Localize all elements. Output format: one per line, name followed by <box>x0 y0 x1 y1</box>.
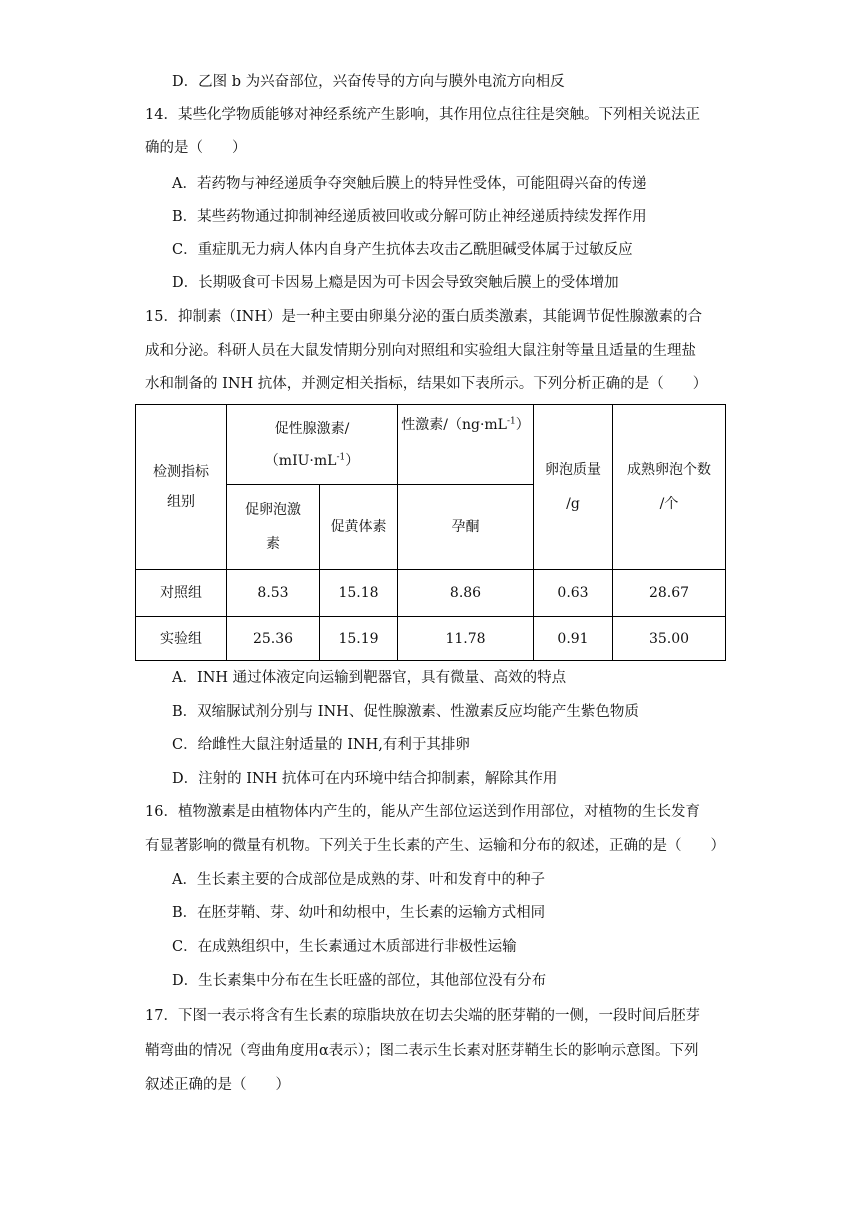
q15-option-a: A．INH 通过体液定向运输到靶器官，具有微量、高效的特点 <box>172 670 567 686</box>
cell-fsh: 8.53 <box>227 570 320 617</box>
table-row <box>136 617 726 661</box>
header-lh: 促黄体素 <box>320 485 398 570</box>
q14-option-b: B．某些药物通过抑制神经递质被回收或分解可防止神经递质持续发挥作用 <box>172 209 647 225</box>
cell-follicle-count: 28.67 <box>613 570 726 617</box>
header-sex-hormone: 性激素$/(ng\cdot mL^{-1})$ <box>398 405 534 485</box>
cell-progesterone: 11.78 <box>398 617 534 661</box>
header-mature-follicle-count: 成熟卵泡个数 /个 <box>613 405 726 570</box>
q15-option-c: C．给雌性大鼠注射适量的 INH,有利于其排卵 <box>172 737 470 753</box>
cell-lh: 15.18 <box>320 570 398 617</box>
q14-option-c: C．重症肌无力病人体内自身产生抗体去攻击乙酰胆碱受体属于过敏反应 <box>172 242 633 258</box>
q14-option-a: A．若药物与神经递质争夺突触后膜上的特异性受体，可能阻碍兴奋的传递 <box>172 176 647 192</box>
header-progesterone: 孕酮 <box>398 485 534 570</box>
header-follicle-mass: 卵泡质量 /g <box>534 405 613 570</box>
q14-option-d: D．长期吸食可卡因易上瘾是因为可卡因会导致突触后膜上的受体增加 <box>172 275 619 291</box>
header-gonadotropin: 促性腺激素/ $(mIU\cdot mL^{-1})$ <box>227 405 398 485</box>
q15-option-b: B．双缩脲试剂分别与 INH、促性腺激素、性激素反应均能产生紫色物质 <box>172 704 639 720</box>
q16-option-b: B．在胚芽鞘、芽、幼叶和幼根中，生长素的运输方式相同 <box>172 905 546 921</box>
cell-follicle-count: 35.00 <box>613 617 726 661</box>
cell-follicle-mass: 0.63 <box>534 570 613 617</box>
q13-option-d: D．乙图 b 为兴奋部位，兴奋传导的方向与膜外电流方向相反 <box>172 74 565 90</box>
cell-group: 对照组 <box>136 570 227 617</box>
q15-stem-line1: 15．抑制素（INH）是一种主要由卵巢分泌的蛋白质类激素，其能调节促性腺激素的合 <box>145 309 703 325</box>
cell-lh: 15.19 <box>320 617 398 661</box>
header-index-group: 检测指标 组别 <box>136 405 227 570</box>
q16-option-c: C．在成熟组织中，生长素通过木质部进行非极性运输 <box>172 939 517 955</box>
q17-stem-line3: 叙述正确的是（ ） <box>145 1077 290 1093</box>
cell-fsh: 25.36 <box>227 617 320 661</box>
q15-stem-line2: 成和分泌。科研人员在大鼠发情期分别向对照组和实验组大鼠注射等量且适量的生理盐 <box>145 343 696 359</box>
cell-follicle-mass: 0.91 <box>534 617 613 661</box>
hormone-data-table <box>135 404 726 661</box>
q14-stem-line1: 14．某些化学物质能够对神经系统产生影响，其作用位点往往是突触。下列相关说法正 <box>145 107 700 123</box>
q17-stem-line2: 鞘弯曲的情况（弯曲角度用α表示）；图二表示生长素对胚芽鞘生长的影响示意图。下列 <box>145 1043 699 1059</box>
q15-option-d: D．注射的 INH 抗体可在内环境中结合抑制素，解除其作用 <box>172 771 558 787</box>
q16-stem-line2: 有显著影响的微量有机物。下列关于生长素的产生、运输和分布的叙述，正确的是（ ） <box>145 838 725 854</box>
q15-stem-line3: 水和制备的 INH 抗体，并测定相关指标，结果如下表所示。下列分析正确的是（ ） <box>145 376 708 392</box>
q17-stem-line1: 17．下图一表示将含有生长素的琼脂块放在切去尖端的胚芽鞘的一侧，一段时间后胚芽 <box>145 1008 700 1024</box>
q16-option-a: A．生长素主要的合成部位是成熟的芽、叶和发育中的种子 <box>172 872 545 888</box>
q16-stem-line1: 16．植物激素是由植物体内产生的，能从产生部位运送到作用部位，对植物的生长发育 <box>145 804 700 820</box>
cell-group: 实验组 <box>136 617 227 661</box>
table-row <box>136 570 726 617</box>
header-fsh: 促卵泡激 素 <box>227 485 320 570</box>
q16-option-d: D．生长素集中分布在生长旺盛的部位，其他部位没有分布 <box>172 973 547 989</box>
q14-stem-line2: 确的是（ ） <box>145 140 247 156</box>
cell-progesterone: 8.86 <box>398 570 534 617</box>
